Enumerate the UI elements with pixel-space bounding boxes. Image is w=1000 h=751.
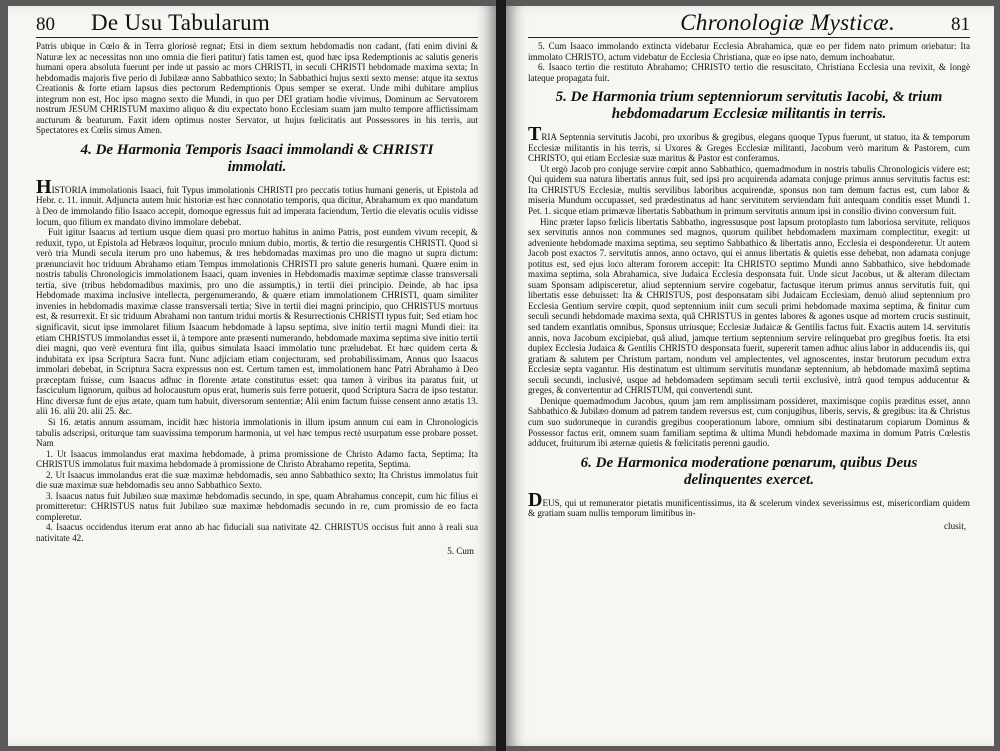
right-page [506,6,994,746]
running-head: Chronologiæ Mysticæ. [680,10,895,35]
list-item: 6. Isaaco tertio die restituto Abrahamo; CHRISTO tertio die resuscitato, Christiana Ecclesia una revixit, & longè lateque propagata fuit. [528,62,970,83]
list-item: 5. Cum Isaaco immolando extincta videbatur Ecclesia Abrahamica, quæ eo per fidem nato primum oriebatur: Ita immolato CHRISTO, actum videbatur de Ecclesia Christiana, quæ eo ipse nato, demum inchoabatur. [528,41,970,62]
list-item: 2. Ut Isaacus immolandus erat die suæ maximæ hebdomadis, seu anno Sabbathico sexto; Ita Christus immolatus fuit die suæ maximæ suæ hebdomadis seu anno Sabbathico Sexto. [36,469,478,491]
body-paragraph: DEUS, qui ut remunerator pietatis munificentissimus, ita & scelerum vindex severissimus est, misericordiam quidem & gratiam suam nullis temporum limitibus in- [528,488,970,519]
left-page-header [36,10,478,38]
top-paragraph: Patris ubique in Cœlo & in Terra gloriosè regnat; Etsi in diem sextum hebdomadis non cadant, (fati enim divini & Naturæ lex ac necessitas non uno omnia die fieri patitur) fatis tamen est, quod hæc ipsa Redemptionis ac salutis generis humani opera absoluta fuerunt per inde ut passio ac mors CHRISTI, in seculi CHRISTI hebdomade maxima sexta; In hebdomadis majoris five perio di Jubilææ anno Sabbathico sexto; In Sabbathici hujus sexti sexto mense: atque ita sextus Creationis & forte etiam lapsus dies pectorum Redemptionis Opus semper se exerat. Unde mihi dubitare amplius integrum non est, Hoc ipso magno sexto die Mundi, in quo per DEI gratiam hodie vivimus, Dominum ac Servatorem nostrum JESUM CHRISTUM maximo aliquo & diu expectato bono Ecclesiam suam jam multo tempore afflictissimam aucturum & beaturum. Faxit idem optimus noster Servator, ut hujus fœlicitatis aut Possessores in his terris, aut Spectatores ex Cœlis simus Amen. [36,41,478,136]
left-page [8,6,496,746]
body-paragraph: Denique quemadmodum Jacobus, quum jam rem amplissimam possideret, maximisque copiis præditus esset, anno Sabbathico & Jubilæo domum ad patrem tandem reversus est, cum conjugibus, liberis, servis, & gregibus: ita & Christus cum suo sudoruneque in curandis gregibus cooperationum labore, omnium sibi destinatarum copiarum Dominus & Possessor factus erit, omnem suam familiam septima & ultima Mundi hebdomade maxima in domum Patris Cœlestis adducet, fruiturum ibi æternæ quietis & fœlicitatis perenni gaudio. [528,395,970,449]
list-item: 3. Isaacus natus fuit Jubilæo suæ maximæ hebdomadis secundo, in spe, quam Abrahamus concepit, cum hic filius ei promitteretur: CHRISTUS natus fuit Jubilæo suæ maximæ hebdomadis secundo in re, cum promissio de eo facta compleretur. [36,490,478,522]
body-paragraph: HISTORIA immolationis Isaaci, fuit Typus immolationis CHRISTI pro peccatis totius humani generis, ut Epistola ad Hebr. c. 11. innuit. Adjuncta autem huic historiæ est hæc connotatio temporis, qua dicitur, Abrahamum ex quo mandatum à Deo de immolando filio Isaaco accepit, domoque egressus fuit ad imperata faciendum, Tertio die elevatis oculis vidisse locum, quo filium ex mandato divino immolare debebat. [36,175,478,227]
body-paragraph: Ut ergò Jacob pro conjuge servire cœpit anno Sabbathico, quemadmodum in nostris tabulis Chronologicis videre est; Qui quidem sua natura libertatis annus fuit, sed ipsi pro acquirenda adamata conjuge primus annus servitutis factus est: Ita CHRISTUS Ecclesiæ, multis servilibus laboribus acquirendæ, sponsus non tam demum factus est, cum labor & miseria Mundum occupasset, sed prædestinatus ad hanc servitutem serviendam fuit antequam conditis esset Mundi 1. Pet. 1. sicque etiam primævæ libertatis Sabbathum in primum servitutis annum ipsi in consilio divino conversum fuit. [528,163,970,217]
body-paragraph: Si 16. ætatis annum assumam, incidit hæc historia immolationis in illum ipsum annum cui eam in Chronologicis tabulis adscripsi, oriturque tam suavissima temporum harmonia, ut vel hæc tempus rectè usurpatum esse probare posset. Nam [36,416,478,449]
book-gutter [496,0,506,751]
body-paragraph: Fuit igitur Isaacus ad tertium usque diem quasi pro mortuo habitus in animo Patris, post eundem vivum recepit, & reduxit, typo, ut Epistola ad Hebræos loquitur, proculo mnium dubio, mortis, & tertio die resurgentis CHRISTI. Quod si verò tria Mundi secula iterum pro uno habemus, & tres hebdomadas maximas pro uno die magno ut supra dictum: prænunciavit hoc triduum Abrahamo etiam Tempus immolationis CHRISTI pro salute generis humani. Quære enim in nostris tabulis Chronologicis immolationem Isaaci, quam invenies in Hebdomadis maximæ septimæ classe transversali tertia, sive (tribus hebdomadibus maximis, pro uno die assumptis,) in tertii diei principio. Deinde, ab hac ipsa Hebdomade maxima inclusive intellecta, pergenumerando, & quære etiam immolationem CHRISTI, quam similiter invenies in hebdomadis maximæ classe transversali tertia; Sive in tertii diei magni principio, quo CHRISTUS mortuus est, & resurrexit. Et sic triduum Abrahami non tantum tridui mortis & Resurrectionis CHRISTI typus fuit; Sed etiam hoc significavit, sicut ipse immolaret filium Isaacum hebdomade à lapsu septima, sive initio tertii magni Mundi diei: ita etiam CHRISTUS immolandus esset ii, à tempore ante præsenti numerando, hebdomade maxima septima sive initio tertii diei magni, quo verè eventura fint illa, quibus simulata Isaaci immolatio tunc præludebat. Et hæc quidem certa & indubitata ex ipsa Scriptura Sacra funt. Nunc adjiciam etiam conjecturam, sed probabilissimam, Annus quo Isaacus immolari debebat, in Scriptura Sacra expressus non est. Certum tamen est, immolationem hanc Patri Abrahamo à Deo præceptam fuisse, cum Isaacus adhuc in florente ætate constitutus esset: qua tamen à viribus ita paratus fuit, ut fasciculum lignorum, quibus ad holocaustum opus erat, humeris suis ferre potuerit, quod Scriptura Sacra de ipso testatur. Hinc diversæ funt de ejus ætate, quam tum habuit, diversorum sententiæ; Alii enim factum fuisse censent anno ætatis 13. alii 16. alii 20. alii 25. &c. [36,227,478,417]
right-page-header [528,10,970,38]
running-head: De Usu Tabularum [91,10,271,35]
page-number: 80 [36,14,55,35]
body-paragraph: Hinc præter lapso fœlicis libertatis Sabbatho, ingressusque post lapsum protoplasto tum laboriosa servitute, reliquos sex servitutis annos non communes sed magnos, quorum quilibet hebdomadem maximam complectitur, exegit: ut adveniente hebdomade maxima septima, seu septimo Sabbathico & libertatis anno, Ecclesia ei desponderetur. Ut autem Jacob post exactos 7. servitutis annos, anno octavo, qui ei annus libertatis & quietis esse debebat, non adamata conjuge potitus est, sed ejus loco alteram fororem accepit: Ita CHRISTO septimo Mundi anno Sabbathico, sive hebdomade maxima septima, sola Abrahamica, sive Judaica Ecclesia desponsata fuit. Unde sicut Jacobus, ut & alteram dilectam suam Sponsam adipisceretur, aliud septennium servire cogebatur, factusque iterum primus annus servitutis fuit, qui libertatis esse debuisset: Ita & CHRISTUS, post desponsatam sibi Judaicam Ecclesiam, denuò aliud septennium pro Ecclesia Gentium servire cœpit, quod septennium iniit cum seculi primi hebdomade maxima septima, & finitur cum seculi secundi hebdomade maxima sexta, quâ CHRISTUS in gentes labores & agones usque ad mortem crucis sustinuit, sed tandem exantlatis omnibus, Sponsus utriusque; Ecclesiæ Judaicæ & Gentilis factus fuit. Exactis autem 14. servitutis annis, nova Jacobum excipiebat, quâ aliud, jamque tertium septennium servire relinquebat pro gregibus foetis. Ita etsi duplex Ecclesia Judaica & Gentilis CHRISTO desponsata fuerit, supererit tamen adhuc alius labor in adducendis iis, qui gratiam & salutem per Christum partam, nondum vel amplectentes, vel agnoscentes, instar brutorum pecudum extra Ecclesiæ septa vagantur. His destinatum est ultimum servitutis mundanæ septennium, ab hebdomade maximâ septima seculi secundi, inclusivè, usque ad hebdomadem septimam seculi tertii exclusivè, intrà quod tempus adducentur & greges, & convertentur ad CHRISTUM, qui convertendi sunt. [528,216,970,396]
section-title: 4. De Harmonia Temporis Isaaci immolandi & CHRISTI immolati. [80,141,434,175]
catchword: clusit, [944,520,966,531]
section-title: 6. De Harmonica moderatione pœnarum, quibus Deus delinquentes exercet. [580,454,918,488]
list-item: 1. Ut Isaacus immolandus erat maxima hebdomade, à prima promissione de Christo Adamo facta, Septima; Ita CHRISTUS immolatus fuit maxima hebdomade à promissione de Christo Abrahamo repetita, Septima. [36,448,478,470]
catchword: 5. Cum [447,545,474,556]
section-title: 5. De Harmonia trium septenniorum servitutis Iacobi, & trium hebdomadarum Ecclesiæ militantis in terris. [555,89,943,123]
body-paragraph: TRIA Septennia servitutis Jacobi, pro uxoribus & gregibus, elegans quoque Typus fuerunt, ut statuo, ita & temporum Ecclesiæ militantis in his terris, si Uxores & Greges Ecclesiæ militanti, Jacobum verò maritum & Pastorem, cum CHRISTO, qui etiam Ecclesiæ suæ maritus & Pastor est conferamus. [528,123,970,164]
page-number: 81 [951,14,970,35]
list-item: 4. Isaacus occidendus iterum erat anno ab hac fiduciali sua nativitate 42. CHRISTUS occisus fuit anno à reali sua nativitate 42. [36,522,478,543]
